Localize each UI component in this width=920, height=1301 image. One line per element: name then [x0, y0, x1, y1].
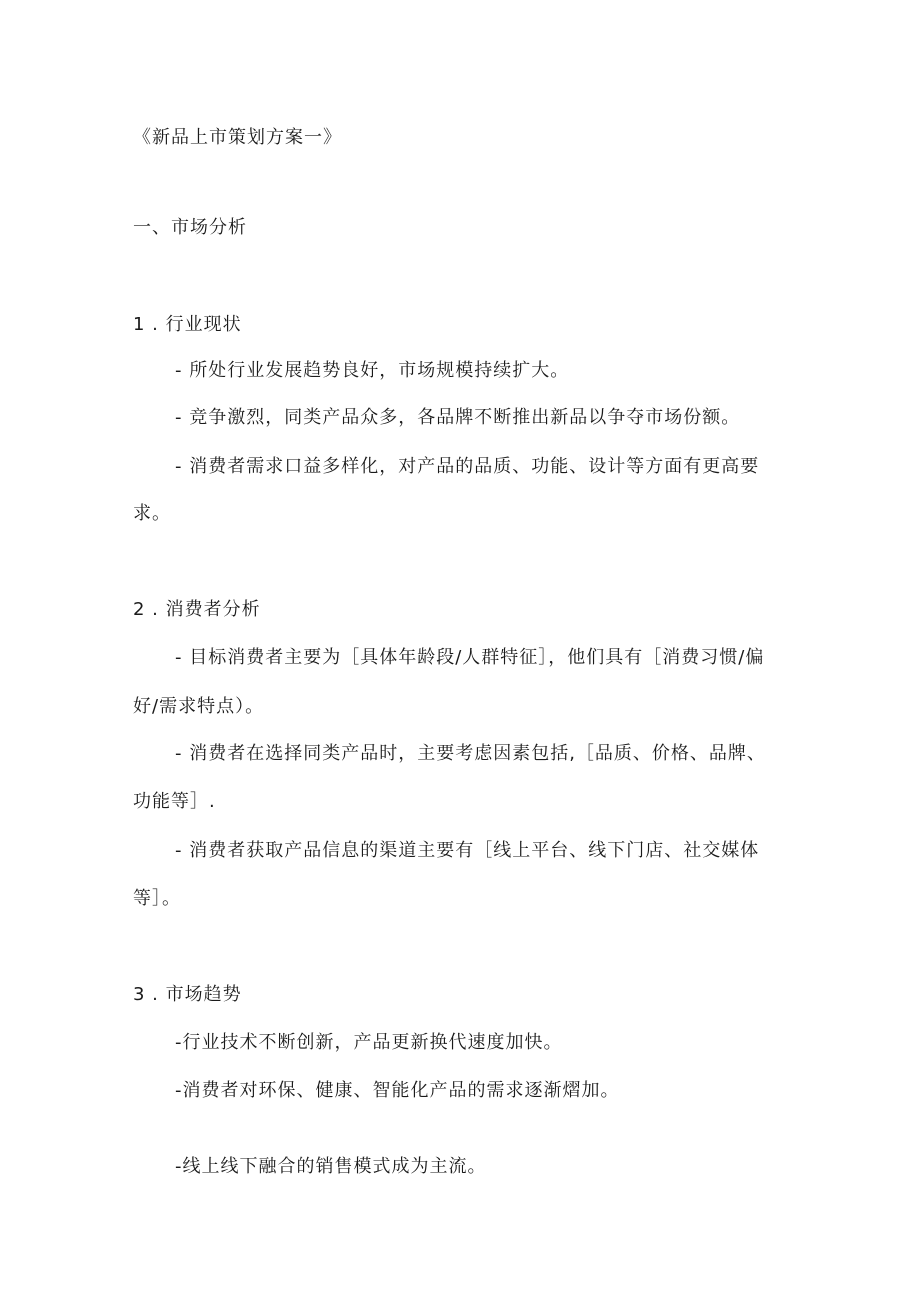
document-title: 《新品上市策划方案一》: [133, 127, 342, 148]
list-item-continuation: 功能等］.: [133, 791, 216, 812]
subsection-heading-industry-status: 1 . 行业现状: [133, 314, 242, 335]
list-item-continuation: 等］。: [133, 888, 181, 909]
list-item: - 所处行业发展趋势良好，市场规模持续扩大。: [175, 360, 570, 381]
list-item: -消费者对环保、健康、智能化产品的需求逐渐熠加。: [175, 1080, 620, 1101]
list-item: - 消费者在选择同类产品时，主要考虑因素包括,［品质、价格、品牌、: [175, 743, 766, 764]
list-item: - 竞争激烈，同类产品众多，各品牌不断推出新品以争夺市场份额。: [175, 407, 741, 428]
list-item-continuation: 求。: [133, 503, 171, 524]
list-item: -行业技术不断创新，产品更新换代速度加快。: [175, 1032, 563, 1053]
list-item-continuation: 好/需求特点）。: [133, 696, 265, 717]
list-item: - 消费者需求口益多样化，对产品的品质、功能、设计等方面有更高要: [175, 456, 760, 477]
subsection-heading-consumer-analysis: 2 . 消费者分析: [133, 599, 261, 620]
list-item: - 目标消费者主要为［具体年龄段/人群特征］，他们具有［消费习惯/偏: [175, 647, 765, 668]
list-item: -线上线下融合的销售模式成为主流。: [175, 1156, 487, 1177]
list-item: - 消费者获取产品信息的渠道主要有［线上平台、线下门店、社交媒体: [175, 840, 760, 861]
section-heading-market-analysis: 一、市场分析: [133, 217, 247, 238]
subsection-heading-market-trend: 3 . 市场趋势: [133, 984, 242, 1005]
